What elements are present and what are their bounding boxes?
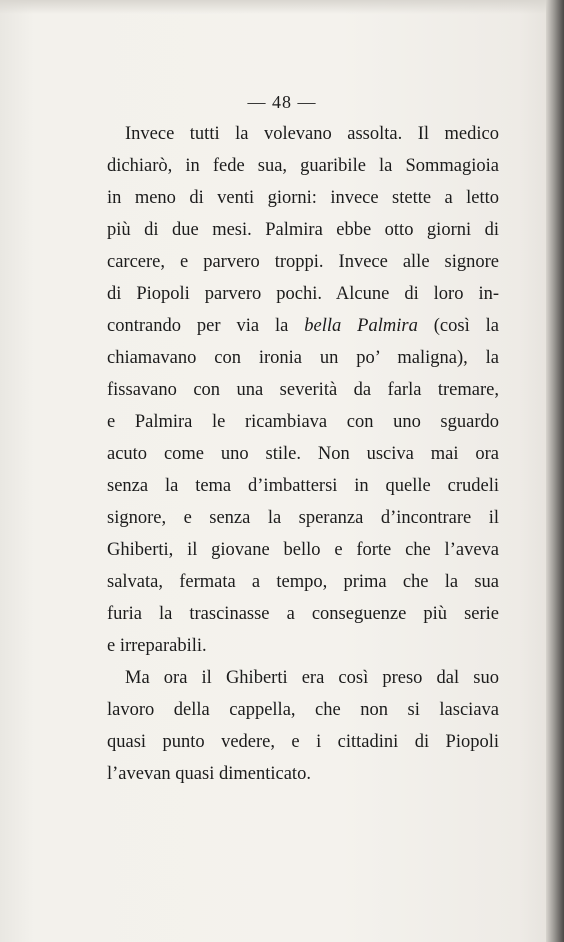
text-line: quasi punto vedere, e i cittadini di Piopoli bbox=[107, 732, 499, 752]
text-line: chiamavano con ironia un po’ maligna), la bbox=[107, 348, 499, 368]
text-line: in meno di venti giorni: invece stette a letto bbox=[107, 188, 499, 208]
text-line: Ma ora il Ghiberti era così preso dal suo bbox=[125, 668, 499, 688]
text-line: l’avevan quasi dimenticato. bbox=[107, 764, 311, 784]
text-line: carcere, e parvero troppi. Invece alle signore bbox=[107, 252, 499, 272]
text-line: di Piopoli parvero pochi. Alcune di loro in- bbox=[107, 284, 499, 304]
text-line: senza la tema d’imbattersi in quelle crudeli bbox=[107, 476, 499, 496]
text-line: salvata, fermata a tempo, prima che la sua bbox=[107, 572, 499, 592]
italic-phrase: bella Palmira bbox=[304, 316, 418, 336]
text-line: acuto come uno stile. Non usciva mai ora bbox=[107, 444, 499, 464]
text-line: signore, e senza la speranza d’incontrare il bbox=[107, 508, 499, 528]
text-line: e irreparabili. bbox=[107, 636, 207, 656]
page-top-shadow bbox=[0, 0, 564, 14]
text-line: dichiarò, in fede sua, guaribile la Sommagioia bbox=[107, 156, 499, 176]
text-line: Ghiberti, il giovane bello e forte che l’aveva bbox=[107, 540, 499, 560]
text-line: furia la trascinasse a conseguenze più serie bbox=[107, 604, 499, 624]
text-line-italic: contrando per via la bella Palmira (così la bbox=[107, 316, 499, 336]
text-line: fissavano con una severità da farla tremare, bbox=[107, 380, 499, 400]
page-number: — 48 — bbox=[247, 92, 317, 112]
book-spine-edge bbox=[546, 0, 564, 942]
text-line: e Palmira le ricambiava con uno sguardo bbox=[107, 412, 499, 432]
text-line: Invece tutti la volevano assolta. Il medico bbox=[125, 124, 499, 144]
text-line: lavoro della cappella, che non si lasciava bbox=[107, 700, 499, 720]
body-text bbox=[107, 118, 499, 790]
text-line: più di due mesi. Palmira ebbe otto giorni di bbox=[107, 220, 499, 240]
